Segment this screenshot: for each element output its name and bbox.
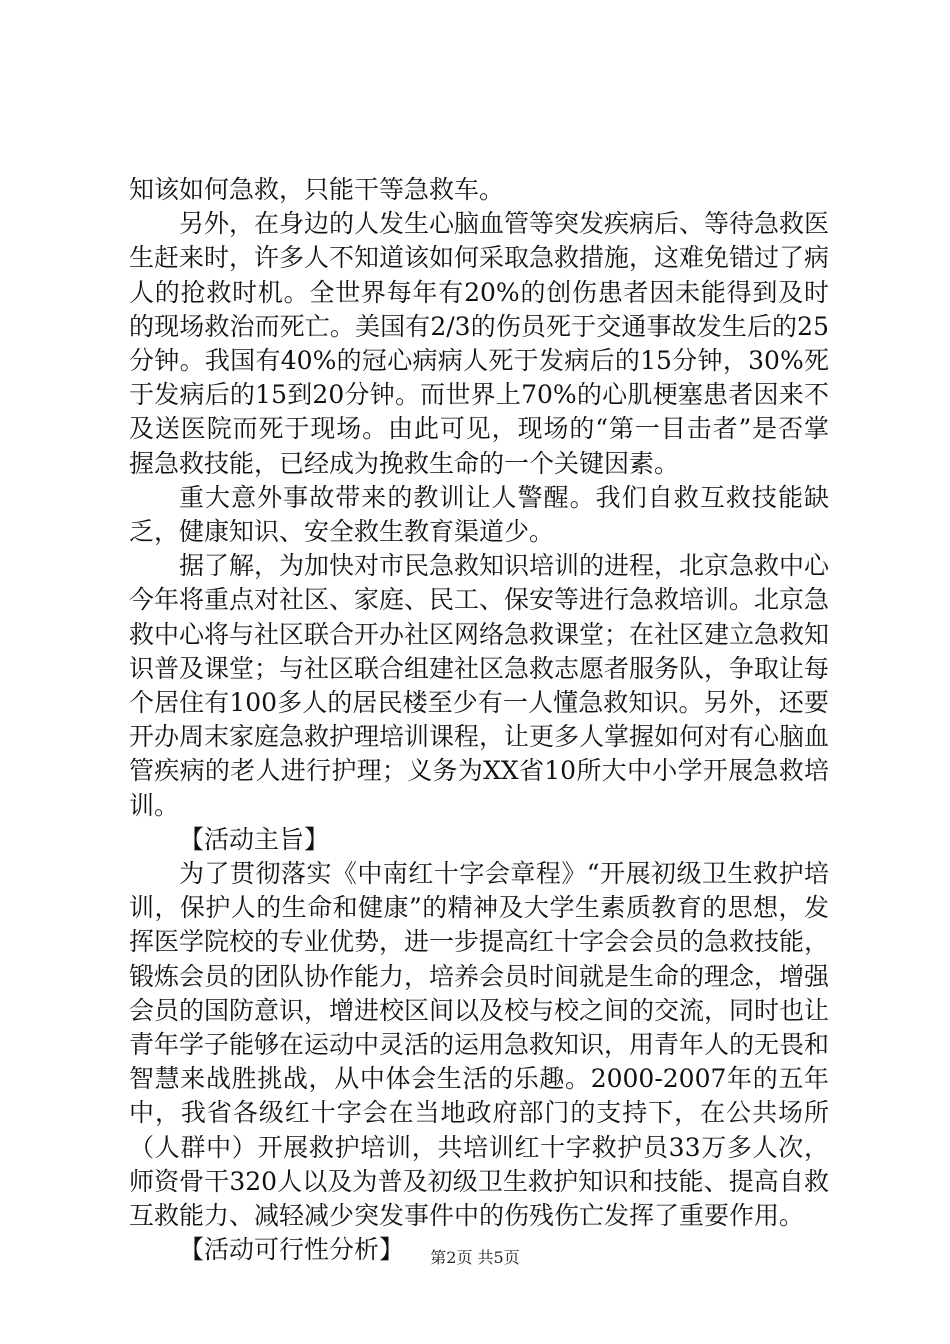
paragraph-lessons: 重大意外事故带来的教训让人警醒。我们自救互救技能缺乏，健康知识、安全救生教育渠道少。	[129, 482, 829, 547]
section-heading-feasibility: 【活动可行性分析】	[179, 1235, 405, 1265]
paragraph-continuation: 知该如何急救，只能干等急救车。	[129, 175, 505, 204]
paragraph-purpose: 为了贯彻落实《中南红十字会章程》“开展初级卫生救护培训，保护人的生命和健康”的精神及大学生素质教育的思想，发挥医学院校的专业优势，进一步提高红十字会会员的急救技能，锻炼会员的团队协作能力，培养会员时间就是生命的理念，增强会员的国防意识，增进校区间以及校与校之间的交流，同时也让青年学子能够在运动中灵活的运用急救知识，用青年人的无畏和智慧来战胜挑战，从中体会生活的乐趣。2000-2007年的五年中，我省各级红十字会在当地政府部门的支持下，在公共场所（人群中）开展救护培训，共培训红十字救护员33万多人次，师资骨干320人以及为普及初级卫生救护知识和技能、提高自救互救能力、减轻减少突发事件中的伤残伤亡发挥了重要作用。	[129, 859, 830, 1231]
document-body	[129, 173, 829, 1268]
paragraph-emergency-statistics: 另外，在身边的人发生心脑血管等突发疾病后、等待急救医生赶来时，许多人不知道该如何采取急救措施，这难免错过了病人的抢救时机。全世界每年有20%的创伤患者因未能得到及时的现场救治而死亡。美国有2/3的伤员死于交通事故发生后的25分钟。我国有40%的冠心病病人死于发病后的15分钟，30%死于发病后的15到20分钟。而世界上70%的心肌梗塞患者因来不及送医院而死于现场。由此可见，现场的“第一目击者”是否掌握急救技能，已经成为挽救生命的一个关键因素。	[129, 209, 830, 478]
section-heading-purpose: 【活动主旨】	[179, 824, 330, 854]
page-number-footer: 第2页 共5页	[430, 1248, 520, 1267]
paragraph-beijing-training: 据了解，为加快对市民急救知识培训的进程，北京急救中心今年将重点对社区、家庭、民工、保安等进行急救培训。北京急救中心将与社区联合开办社区网络急救课堂；在社区建立急救知识普及课堂；与社区联合组建社区急救志愿者服务队，争取让每个居住有100多人的居民楼至少有一人懂急救知识。另外，还要开办周末家庭急救护理培训课程，让更多人掌握如何对有心脑血管疾病的老人进行护理；义务为XX省10所大中小学开展急救培训。	[129, 551, 830, 820]
